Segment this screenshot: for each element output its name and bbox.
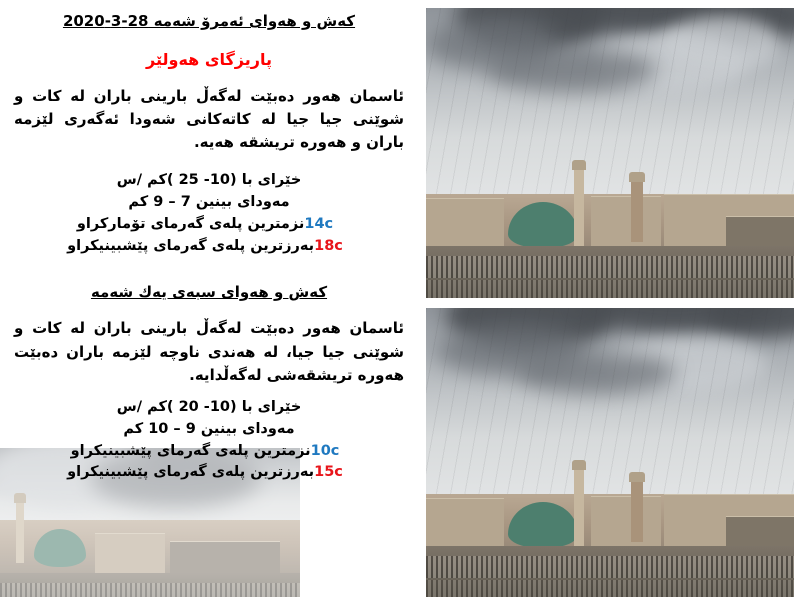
building <box>591 196 661 248</box>
crowd <box>426 256 794 278</box>
stat-label: نزمترین پله‌ی گه‌رمای تۆمارکراو <box>76 215 305 232</box>
crowd <box>426 580 794 597</box>
building <box>426 498 504 546</box>
erbil-citadel-rain-photo-bottom <box>426 308 794 597</box>
stat-row <box>10 214 408 236</box>
today-title: كه‌ش و هه‌واى ئه‌مرۆ شه‌مه‌ 28-3-2020 <box>62 12 356 30</box>
stat-row <box>10 462 408 484</box>
city-heading: پاریزگای هه‌ولێر <box>146 49 272 69</box>
today-stats <box>10 170 408 257</box>
erbil-citadel-rain-photo-top <box>426 8 794 298</box>
tomorrow-paragraph: ئاسمان هه‌ور ده‌بێت له‌گه‌ڵ بارینی باران له‌ كات و شوێنی جیا جیا، له‌ هه‌ندی ناوچه‌ لێزمه‌ باران ده‌بێت هه‌وره‌ تریشقه‌شی له‌گه‌ڵدایه‌. <box>14 319 404 384</box>
tomorrow-title: كه‌ش و هه‌وای سبه‌ی یه‌ك شه‌مه‌ <box>90 283 328 302</box>
stat-label: مه‌ودای بینین 9 – 10 كم <box>123 420 295 437</box>
low-temp-value: 10c <box>310 442 340 459</box>
stat-row <box>10 236 408 258</box>
stat-row <box>10 441 408 463</box>
stat-row <box>10 192 408 214</box>
photo-column <box>420 0 799 597</box>
building <box>426 198 504 246</box>
low-temp-value: 14c <box>304 215 334 232</box>
stat-label: خێرای با (10- 25 )كم /س <box>116 172 302 189</box>
tomorrow-stats <box>10 397 408 484</box>
high-temp-value: 15c <box>314 464 343 481</box>
clock-tower-icon <box>631 180 643 242</box>
stat-label: نزمترین پله‌ی گه‌رمای پێشبینیكراو <box>70 442 311 459</box>
stat-label: به‌رزترین پله‌ی گه‌رمای پێشبینیكراو <box>67 464 315 481</box>
stat-label: خێرای با (10- 20 )كم /س <box>116 399 302 415</box>
today-paragraph: ئاسمان هه‌ور ده‌بێت له‌گه‌ڵ بارینی باران له‌ كات و شوێنی جیا جیا له‌ كاته‌كانی شه‌ودا ئه‌گه‌ری لێزمه‌ باران و هه‌وره‌ تریشقه‌ هه‌یه‌. <box>14 86 404 151</box>
crowd <box>426 280 794 298</box>
stat-row <box>10 419 408 441</box>
stat-row <box>10 397 408 419</box>
minaret-icon <box>574 168 584 246</box>
building <box>591 496 661 548</box>
high-temp-value: 18c <box>314 237 343 254</box>
minaret-icon <box>574 468 584 546</box>
crowd <box>426 556 794 578</box>
stat-row <box>10 170 408 192</box>
stat-label: مه‌ودای بینین 7 – 9 كم <box>128 194 290 210</box>
stat-label: به‌رزترین پله‌ی گه‌رمای پێشبینیكراو <box>67 237 315 254</box>
clock-tower-icon <box>631 480 643 542</box>
